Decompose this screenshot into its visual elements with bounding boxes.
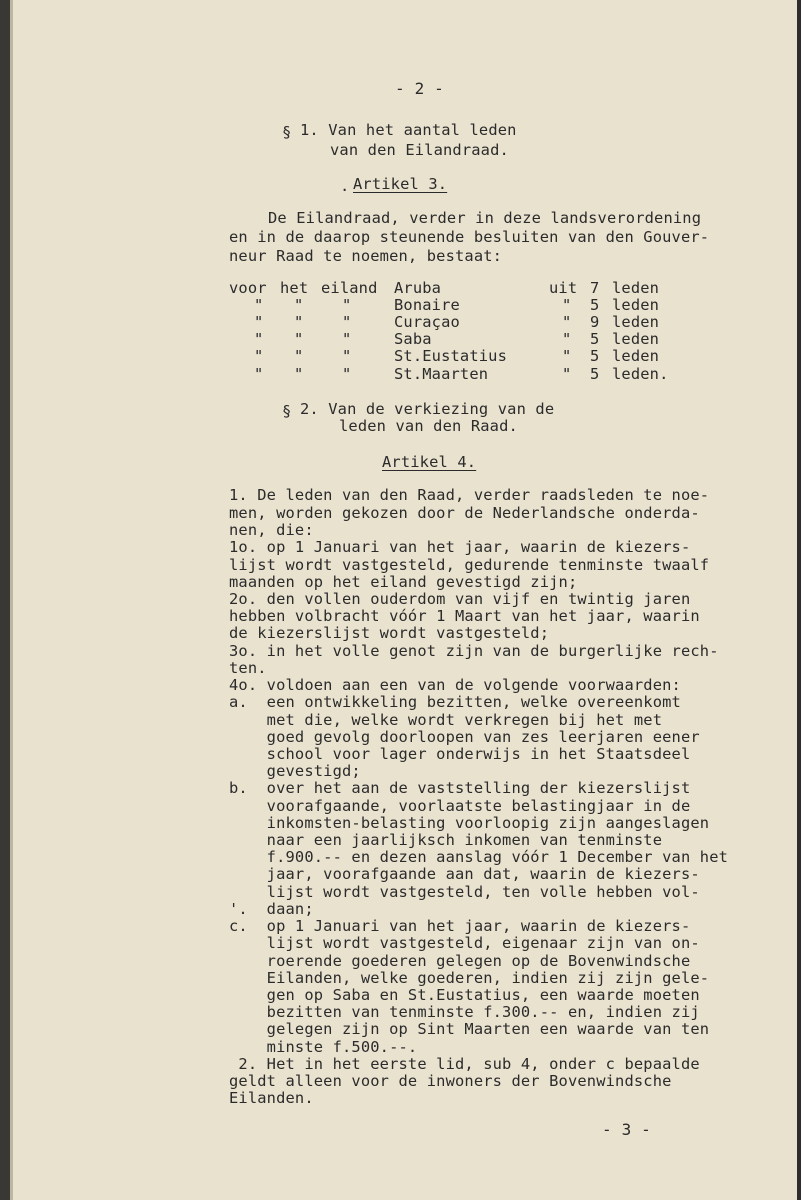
page-edge-line xyxy=(10,0,13,1200)
intro-line-3: neur Raad te noemen, bestaat: xyxy=(229,247,503,265)
row-col2: " xyxy=(294,296,304,314)
page-number-bottom: - 3 - xyxy=(602,1120,651,1139)
body-line: bezitten van tenminste f.300.-- en, indien zij xyxy=(229,1003,700,1021)
member-unit: leden xyxy=(612,347,660,365)
row-col3: " xyxy=(342,296,352,314)
member-count: 9 xyxy=(590,313,600,331)
row-col3: " xyxy=(342,313,352,331)
row-col1: " xyxy=(254,365,264,383)
page-number-top: - 2 - xyxy=(395,79,444,98)
body-line: 1. De leden van den Raad, verder raadsleden te noe- xyxy=(229,486,710,504)
body-line: c. op 1 Januari van het jaar, waarin de kiezers- xyxy=(229,917,691,935)
section1-mark: § xyxy=(282,123,292,141)
body-line: Eilanden, welke goederen, indien zij zijn gele- xyxy=(229,969,710,987)
row-mid: " xyxy=(562,347,572,365)
island-name: St.Maarten xyxy=(394,365,489,383)
body-line: geldt alleen voor de inwoners der Bovenwindsche xyxy=(229,1072,672,1090)
row-col2: het xyxy=(280,279,309,297)
member-unit: leden. xyxy=(612,365,669,383)
body-line: f.900.-- en dezen aanslag vóór 1 December van het xyxy=(229,848,729,866)
artikel3-prefix: . xyxy=(340,177,350,195)
body-line: a. een ontwikkeling bezitten, welke overeenkomt xyxy=(229,693,681,711)
body-line: '. daan; xyxy=(229,900,314,918)
body-line: lijst wordt vastgesteld, eigenaar zijn van on- xyxy=(229,934,700,952)
body-line: nen, die: xyxy=(229,521,314,539)
island-name: Saba xyxy=(394,330,432,348)
section2-heading-line2: leden van den Raad. xyxy=(339,417,518,435)
island-name: Bonaire xyxy=(394,296,460,314)
row-col3: " xyxy=(342,347,352,365)
island-name: Aruba xyxy=(394,279,442,297)
body-line: met die, welke wordt verkregen bij het met xyxy=(229,711,663,729)
row-col3: " xyxy=(342,365,352,383)
body-line: hebben volbracht vóór 1 Maart van het jaar, waarin xyxy=(229,607,700,625)
body-line: 3o. in het volle genot zijn van de burgerlijke rech- xyxy=(229,642,719,660)
row-mid: " xyxy=(562,313,572,331)
member-unit: leden xyxy=(612,296,660,314)
body-line: lijst wordt vastgesteld, gedurende tenminste twaalf xyxy=(229,556,710,574)
section1-heading-line1: 1. Van het aantal leden xyxy=(300,121,517,139)
member-count: 5 xyxy=(590,347,600,365)
section2-mark: § xyxy=(282,402,292,420)
body-line: voorafgaande, voorlaatste belastingjaar in de xyxy=(229,797,691,815)
body-line: gelegen zijn op Sint Maarten een waarde van ten xyxy=(229,1020,710,1038)
row-col3: " xyxy=(342,330,352,348)
row-col1: " xyxy=(254,313,264,331)
binding-edge xyxy=(0,0,10,1200)
body-line: goed gevolg doorloopen van zes leerjaren eener xyxy=(229,728,700,746)
member-count: 5 xyxy=(590,296,600,314)
body-line: b. over het aan de vaststelling der kiezerslijst xyxy=(229,779,691,797)
body-line: ten. xyxy=(229,659,267,677)
row-col1: voor xyxy=(229,279,267,297)
row-col3: eiland xyxy=(321,279,378,297)
row-col1: " xyxy=(254,296,264,314)
artikel4-title: Artikel 4. xyxy=(382,453,477,471)
member-count: 5 xyxy=(590,365,600,383)
member-count: 7 xyxy=(590,279,600,297)
row-mid: " xyxy=(562,296,572,314)
row-col2: " xyxy=(294,330,304,348)
island-name: Curaçao xyxy=(394,313,460,331)
row-col2: " xyxy=(294,365,304,383)
island-name: St.Eustatius xyxy=(394,347,507,365)
body-line: 2. Het in het eerste lid, sub 4, onder c bepaalde xyxy=(229,1055,700,1073)
body-line: 1o. op 1 Januari van het jaar, waarin de kiezers- xyxy=(229,538,691,556)
member-unit: leden xyxy=(612,313,660,331)
row-col1: " xyxy=(254,347,264,365)
body-line: naar een jaarlijksch inkomen van tenminste xyxy=(229,831,663,849)
body-line: inkomsten-belasting voorloopig zijn aangeslagen xyxy=(229,814,710,832)
intro-line-2: en in de daarop steunende besluiten van den Gouver- xyxy=(229,228,710,246)
body-line: Eilanden. xyxy=(229,1089,314,1107)
section2-heading-line1: 2. Van de verkiezing van de xyxy=(300,400,555,418)
body-line: lijst wordt vastgesteld, ten volle hebben vol- xyxy=(229,883,700,901)
intro-line-1: De Eilandraad, verder in deze landsverordening xyxy=(268,209,702,227)
artikel3-title: Artikel 3. xyxy=(353,175,448,193)
member-unit: leden xyxy=(612,279,660,297)
section1-heading-line2: van den Eilandraad. xyxy=(330,141,509,159)
member-unit: leden xyxy=(612,330,660,348)
body-line: 4o. voldoen aan een van de volgende voorwaarden: xyxy=(229,676,681,694)
body-line: minste f.500.--. xyxy=(229,1038,418,1056)
body-line: de kiezerslijst wordt vastgesteld; xyxy=(229,624,550,642)
row-mid: uit xyxy=(549,279,578,297)
body-line: jaar, voorafgaande aan dat, waarin de kiezers- xyxy=(229,865,700,883)
row-mid: " xyxy=(562,365,572,383)
row-mid: " xyxy=(562,330,572,348)
document-page xyxy=(10,0,797,1200)
body-line: maanden op het eiland gevestigd zijn; xyxy=(229,573,578,591)
body-line: roerende goederen gelegen op de Bovenwindsche xyxy=(229,952,691,970)
body-line: gevestigd; xyxy=(229,762,361,780)
body-line: men, worden gekozen door de Nederlandsche onderda- xyxy=(229,504,700,522)
row-col2: " xyxy=(294,347,304,365)
row-col2: " xyxy=(294,313,304,331)
row-col1: " xyxy=(254,330,264,348)
member-count: 5 xyxy=(590,330,600,348)
body-line: school voor lager onderwijs in het Staatsdeel xyxy=(229,745,691,763)
body-line: gen op Saba en St.Eustatius, een waarde moeten xyxy=(229,986,700,1004)
body-line: 2o. den vollen ouderdom van vijf en twintig jaren xyxy=(229,590,691,608)
